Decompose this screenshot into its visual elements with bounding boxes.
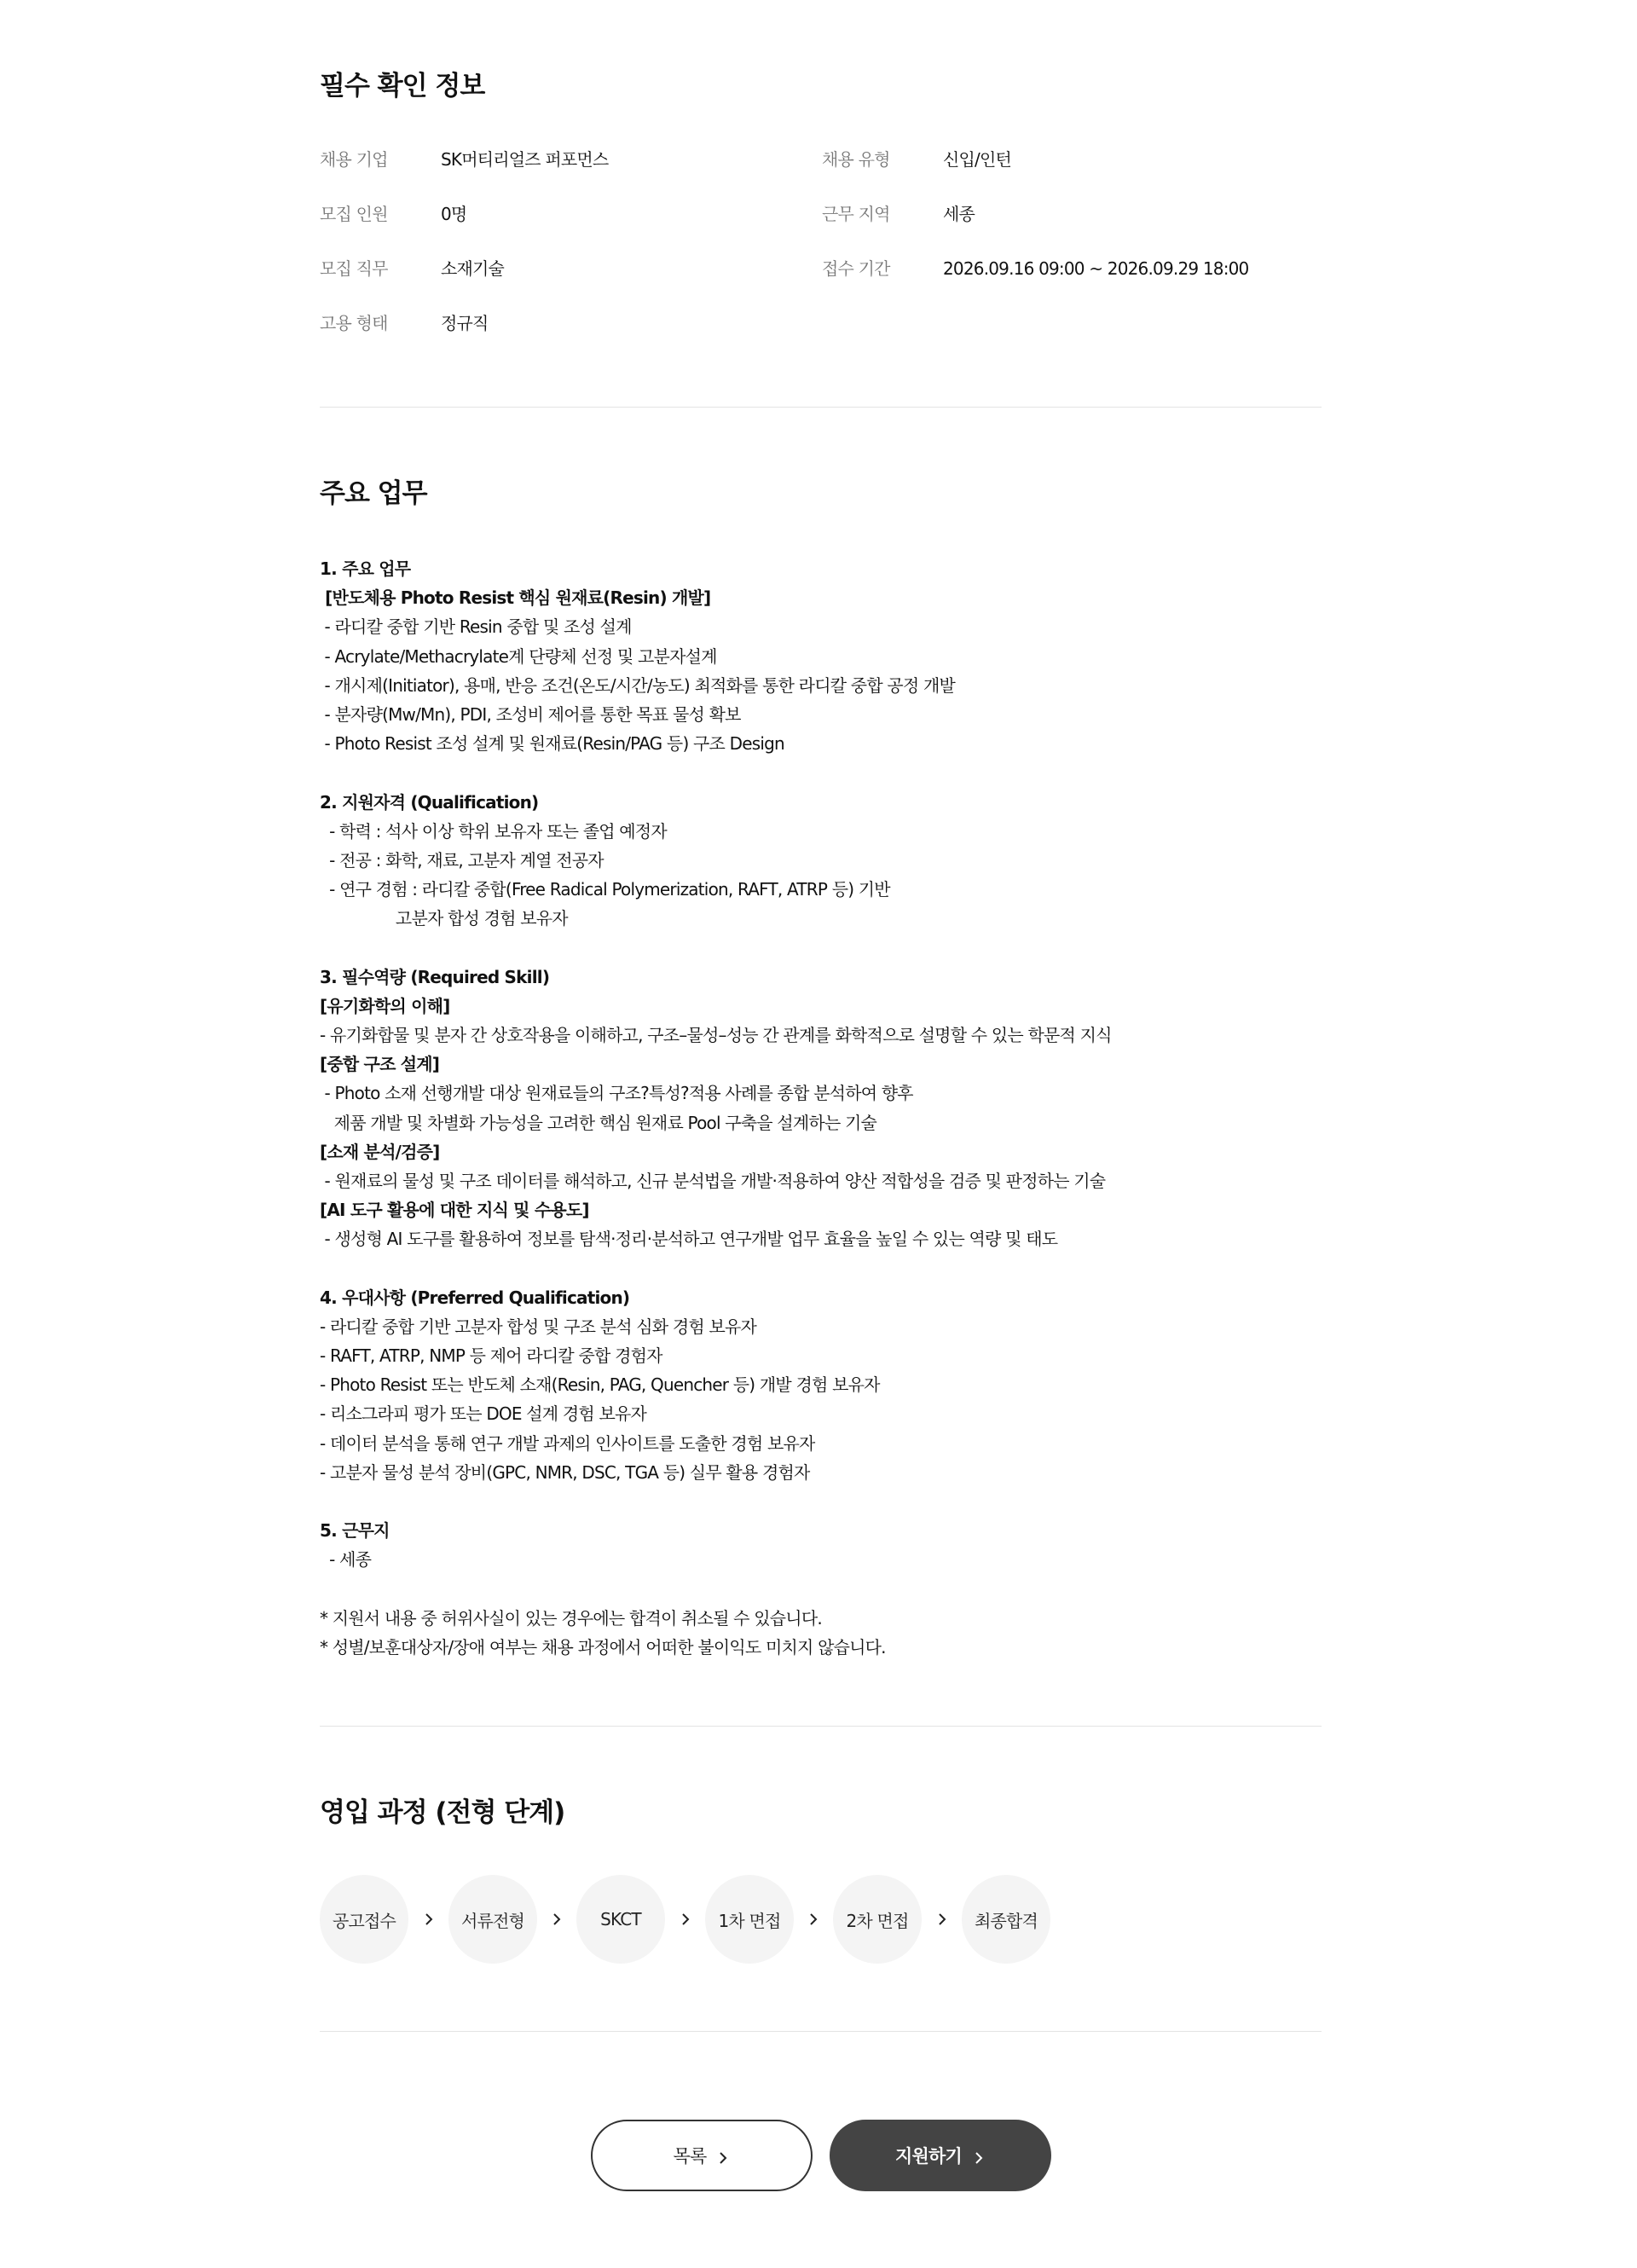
duty-line: - Photo 소재 선행개발 대상 원재료들의 구조?특성?적용 사례를 종합 분석하여 향후 (320, 1083, 913, 1104)
duty-line: - 연구 경험 : 라디칼 중합(Free Radical Polymerization, RAFT, ATRP 등) 기반 (320, 879, 890, 900)
duty-line: 제품 개발 및 차별화 가능성을 고려한 핵심 원재료 Pool 구축을 설계하는 기술 (320, 1112, 877, 1133)
blank-line (320, 758, 1322, 787)
duty-heading: [중합 구조 설계] (320, 1054, 440, 1075)
chevron-right-icon (420, 1911, 437, 1928)
duty-heading: [반도체용 Photo Resist 핵심 원재료(Resin) 개발] (320, 587, 711, 609)
duty-line: - 리소그라피 평가 또는 DOE 설계 경험 보유자 (320, 1403, 647, 1425)
info-value-location: 세종 (943, 204, 975, 224)
duty-heading: [유기화학의 이해] (320, 995, 450, 1016)
blank-line (320, 1575, 1322, 1604)
duty-heading: [AI 도구 활용에 대한 지식 및 수용도] (320, 1200, 589, 1221)
info-value-hire-type: 신입/인턴 (943, 149, 1012, 170)
duty-line: * 지원서 내용 중 허위사실이 있는 경우에는 합격이 취소될 수 있습니다. (320, 1607, 822, 1629)
duty-line: 고분자 합성 경험 보유자 (320, 908, 568, 929)
process-step: 최종합격 (962, 1875, 1050, 1964)
main-duties-body (320, 554, 1322, 1662)
info-value-job: 소재기술 (441, 258, 505, 279)
info-label-hire-type: 채용 유형 (822, 149, 890, 170)
duty-heading: 3. 필수역량 (Required Skill) (320, 966, 550, 987)
process-step: 서류전형 (448, 1875, 537, 1964)
duty-line: - 유기화합물 및 분자 간 상호작용을 이해하고, 구조–물성–성능 간 관계를 화학적으로 설명할 수 있는 학문적 지식 (320, 1025, 1112, 1045)
info-value-company: SK머티리얼즈 퍼포먼스 (441, 149, 609, 170)
list-button-label: 목록 (673, 2146, 707, 2167)
duty-heading: 1. 주요 업무 (320, 558, 411, 579)
section-divider (320, 407, 1322, 408)
chevron-right-icon (716, 2149, 730, 2162)
duty-line: - 분자량(Mw/Mn), PDI, 조성비 제어를 통한 목표 물성 확보 (320, 703, 741, 725)
blank-line (320, 933, 1322, 962)
required-info-title: 필수 확인 정보 (320, 71, 485, 101)
chevron-right-icon (934, 1911, 951, 1928)
duty-line: - 전공 : 화학, 재료, 고분자 계열 전공자 (320, 849, 604, 871)
duty-line: - 학력 : 석사 이상 학위 보유자 또는 졸업 예정자 (320, 820, 667, 842)
info-label-employment: 고용 형태 (320, 313, 388, 333)
duty-heading: [소재 분석/검증] (320, 1141, 440, 1162)
duty-heading: 4. 우대사항 (Preferred Qualification) (320, 1287, 630, 1308)
info-label-headcount: 모집 인원 (320, 204, 388, 224)
info-value-period: 2026.09.16 09:00 ~ 2026.09.29 18:00 (943, 258, 1249, 279)
section-divider (320, 1726, 1322, 1727)
info-value-headcount: 0명 (441, 204, 467, 224)
info-label-location: 근무 지역 (822, 204, 890, 224)
duty-line: - 라디칼 중합 기반 고분자 합성 및 구조 분석 심화 경험 보유자 (320, 1316, 757, 1337)
apply-button[interactable] (830, 2120, 1051, 2191)
duty-line: - 개시제(Initiator), 용매, 반응 조건(온도/시간/농도) 최적화를 통한 라디칼 중합 공정 개발 (320, 674, 956, 696)
list-button[interactable] (591, 2120, 813, 2191)
blank-line (320, 1487, 1322, 1516)
main-duties-title: 주요 업무 (320, 478, 427, 509)
duty-line: - 세종 (320, 1549, 372, 1571)
duty-line: - 고분자 물성 분석 장비(GPC, NMR, DSC, TGA 등) 실무 활용 경험자 (320, 1461, 810, 1483)
blank-line (320, 1254, 1322, 1283)
process-step: 2차 면접 (833, 1875, 922, 1964)
info-value-employment: 정규직 (441, 313, 489, 333)
section-divider (320, 2031, 1322, 2032)
duty-heading: 5. 근무지 (320, 1520, 390, 1542)
duty-line: - 라디칼 중합 기반 Resin 중합 및 조성 설계 (320, 616, 632, 638)
chevron-right-icon (805, 1911, 822, 1928)
duty-line: - RAFT, ATRP, NMP 등 제어 라디칼 중합 경험자 (320, 1345, 662, 1367)
duty-line: - Photo Resist 또는 반도체 소재(Resin, PAG, Quencher 등) 개발 경험 보유자 (320, 1374, 880, 1396)
process-step: SKCT (576, 1875, 665, 1964)
duty-line: - Photo Resist 조성 설계 및 원재료(Resin/PAG 등) 구조 Design (320, 733, 784, 755)
chevron-right-icon (972, 2149, 986, 2162)
duty-line: - 생성형 AI 도구를 활용하여 정보를 탐색·정리·분석하고 연구개발 업무 효율을 높일 수 있는 역량 및 태도 (320, 1229, 1058, 1250)
chevron-right-icon (677, 1911, 694, 1928)
info-label-period: 접수 기간 (822, 258, 890, 279)
process-step: 공고접수 (320, 1875, 408, 1964)
duty-line: - Acrylate/Methacrylate계 단량체 선정 및 고분자설계 (320, 645, 717, 667)
process-step: 1차 면접 (705, 1875, 794, 1964)
duty-heading: 2. 지원자격 (Qualification) (320, 791, 539, 813)
info-label-job: 모집 직무 (320, 258, 388, 279)
duty-line: - 원재료의 물성 및 구조 데이터를 해석하고, 신규 분석법을 개발·적용하여 양산 적합성을 검증 및 판정하는 기술 (320, 1170, 1106, 1191)
info-label-company: 채용 기업 (320, 149, 388, 170)
process-title: 영입 과정 (전형 단계) (320, 1797, 565, 1828)
apply-button-label: 지원하기 (895, 2146, 962, 2167)
duty-line: - 데이터 분석을 통해 연구 개발 과제의 인사이트를 도출한 경험 보유자 (320, 1432, 815, 1454)
chevron-right-icon (548, 1911, 565, 1928)
duty-line: * 성별/보훈대상자/장애 여부는 채용 과정에서 어떠한 불이익도 미치지 않습니다. (320, 1636, 886, 1658)
